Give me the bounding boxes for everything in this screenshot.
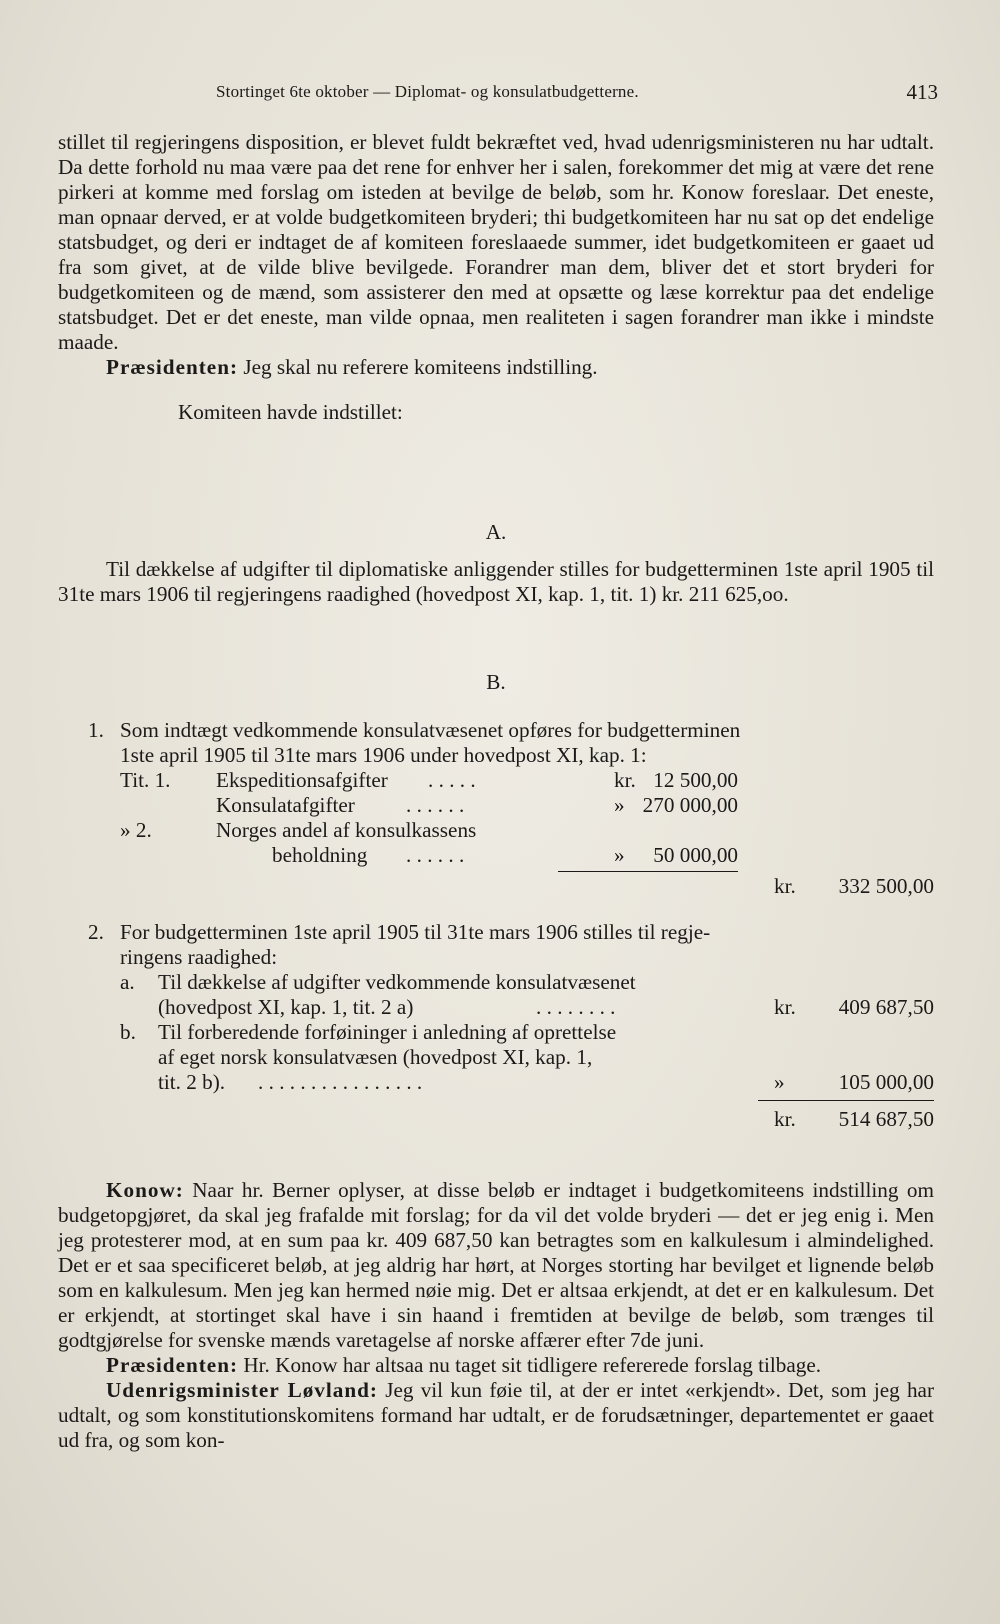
- intro-paragraph: stillet til regjeringens disposition, er blevet fuldt bekræftet ved, hvad udenrigsministeren nu har udtalt. Da dette forhold nu maa være paa det rene for enhver her i salen, forekommer det mig at være det rene pirkeri at komme med forslag om isteden at bevilge de beløb, som hr. Konow foreslaar. Det eneste, man opnaar derved, er at volde budgetkomiteen bryderi; thi budgetkomiteen har nu sat op det endelige statsbudget, og deri er indtaget de af komiteen foreslaaede summer, idet budgetkomiteen er gaaet ud fra som givet, at de vilde blive bevilgede. Forandrer man dem, bliver det et stort bryderi for budgetkomiteen og de mænd, som assisterer den med at opsætte og læse korrektur paa det endelige statsbudget. Det er det eneste, man vilde opnaa, men realiteten i sagen forandrer man ikke i mindste maade.: [58, 130, 934, 354]
- speaker-president-2: Præsidenten:: [106, 1353, 239, 1377]
- item2a-text-line2: (hovedpost XI, kap. 1, tit. 2 a): [158, 995, 414, 1019]
- page-number: 413: [906, 80, 938, 104]
- section-b-item-2: [58, 920, 934, 1132]
- running-title: Stortinget 6te oktober — Diplomat- og konsulatbudgetterne.: [216, 82, 639, 101]
- item2b-line1: [58, 1020, 934, 1045]
- konow-text: Naar hr. Berner oplyser, at disse beløb er indtaget i budgetkomiteens indstilling om budgetopgjøret, da skal jeg frafalde mit forslag; for da vil det volde bryderi — det er jeg enig i. Men jeg protesterer mod, at en sum paa kr. 409 687,50 kan betragtes som en kalkulesum i almindelighed. Det er et saa specificeret beløb, at jeg aldrig har hørt, at Norges storting har bevilget et lignende beløb som en kalkulesum. Men jeg kan hermed nøie mig. Det er altsaa erkjendt, at det er en kalkulesum. Det er erkjendt, at stortinget skal have i sin haand i fremtiden at bevilge de beløb, som trænges til godtgjørelse for svenske mænds varetagelse af norske affærer efter 7de juni.: [58, 1178, 934, 1352]
- item2-line2: [58, 945, 934, 970]
- section-a-text: Til dækkelse af udgifter til diplomatiske anliggender stilles for budgetterminen 1ste april 1905 til 31te mars 1906 til regjeringens raadighed (hovedpost XI, kap. 1, tit. 1) kr. 211 625,oo.: [58, 557, 934, 606]
- lovland-text: Jeg vil kun føie til, at der er intet «erkjendt». Det, som jeg har udtalt, og som konstitutionskomitens formand har udtalt, er de forudsætninger, departementet er gaaet ud fra, og som kon-: [58, 1378, 935, 1452]
- section-b-item-1: [58, 718, 934, 899]
- item2b-amount: 105 000,00: [838, 1070, 934, 1094]
- item1-row-label: Norges andel af konsulkassens: [216, 818, 477, 842]
- item1-total-row: [58, 874, 934, 899]
- item2-text-line1: For budgetterminen 1ste april 1905 til 31te mars 1906 stilles til regje-: [120, 920, 711, 944]
- debate-block: [58, 1178, 934, 1453]
- item1-row-dots: . . . . . .: [406, 843, 465, 867]
- item2a-amount: 409 687,50: [838, 995, 934, 1019]
- item1-row-label: Konsulatafgifter: [216, 793, 355, 817]
- item1-row-amount: 270 000,00: [642, 793, 738, 817]
- item2b-dots: . . . . . . . . . . . . . . . .: [258, 1070, 423, 1094]
- item2a-dots: . . . . . . . .: [536, 995, 616, 1019]
- item1-row-dots: . . . . . .: [406, 793, 465, 817]
- konow-statement: [58, 1178, 934, 1353]
- president-text-2: Hr. Konow har altsaa nu taget sit tidligere refererede forslag tilbage.: [243, 1353, 822, 1377]
- item2-total-row: [58, 1107, 934, 1132]
- section-a-heading: A.: [485, 520, 507, 544]
- president-statement: [58, 355, 934, 380]
- item1-row-label: beholdning: [272, 843, 368, 867]
- item2b-line2: [58, 1045, 934, 1070]
- section-b-heading: B.: [486, 670, 506, 694]
- speaker-president: Præsidenten:: [106, 355, 239, 379]
- item2a-line1: [58, 970, 934, 995]
- item2a-currency: kr.: [774, 995, 796, 1019]
- item1-line1: [58, 718, 934, 743]
- item1-total-currency: kr.: [774, 874, 796, 898]
- president-text: Jeg skal nu referere komiteens indstilling.: [243, 355, 598, 379]
- item2a-label: a.: [120, 970, 135, 994]
- item1-text-line1: Som indtægt vedkommende konsulatvæsenet opføres for budgetterminen: [120, 718, 741, 742]
- section-a: [58, 520, 934, 607]
- item2b-text-line1: Til forberedende forføininger i anledning af oprettelse: [158, 1020, 617, 1044]
- lovland-statement: [58, 1378, 934, 1453]
- item2b-line3: [58, 1070, 934, 1095]
- item1-text-line2: 1ste april 1905 til 31te mars 1906 under hovedpost XI, kap. 1:: [120, 743, 647, 767]
- item1-row-3: [58, 818, 934, 843]
- item1-row-currency: »: [614, 793, 625, 817]
- item1-row-currency: kr.: [614, 768, 636, 792]
- item1-line2: [58, 743, 934, 768]
- page-header: [62, 80, 938, 108]
- item1-row-amount: 12 500,00: [653, 768, 738, 792]
- item2-text-line2: ringens raadighed:: [120, 945, 278, 969]
- item1-number: 1.: [88, 718, 104, 742]
- item1-row-amount: 50 000,00: [653, 843, 738, 867]
- item2-number: 2.: [88, 920, 104, 944]
- item2-line1: [58, 920, 934, 945]
- item2-total-currency: kr.: [774, 1107, 796, 1131]
- item2b-label: b.: [120, 1020, 136, 1044]
- item2b-text-line2: af eget norsk konsulatvæsen (hovedpost XI, kap. 1,: [158, 1045, 593, 1069]
- item1-row-tit: Tit. 1.: [120, 768, 171, 792]
- speaker-konow: Konow:: [106, 1178, 184, 1202]
- item2b-currency: »: [774, 1070, 785, 1094]
- item1-subtotal-rule: [558, 871, 738, 872]
- item2b-text-line3: tit. 2 b).: [158, 1070, 226, 1094]
- item2-subtotal-rule: [758, 1100, 934, 1101]
- item1-row-1: [58, 768, 934, 793]
- item1-row-4: [58, 843, 934, 868]
- president-statement-2: [58, 1353, 934, 1378]
- speaker-lovland: Udenrigsminister Løvland:: [106, 1378, 378, 1402]
- item1-row-2: [58, 793, 934, 818]
- item2-total-amount: 514 687,50: [838, 1107, 934, 1131]
- item1-total-amount: 332 500,00: [838, 874, 934, 898]
- item2a-text-line1: Til dækkelse af udgifter vedkommende konsulatvæsenet: [158, 970, 636, 994]
- intro-block: [58, 130, 934, 425]
- item1-row-dots: . . . . .: [428, 768, 476, 792]
- item2a-line2: [58, 995, 934, 1020]
- item1-row-currency: »: [614, 843, 625, 867]
- item1-row-tit: » 2.: [120, 818, 152, 842]
- committee-intro: Komiteen havde indstillet:: [178, 400, 403, 424]
- item1-row-label: Ekspeditionsafgifter: [216, 768, 388, 792]
